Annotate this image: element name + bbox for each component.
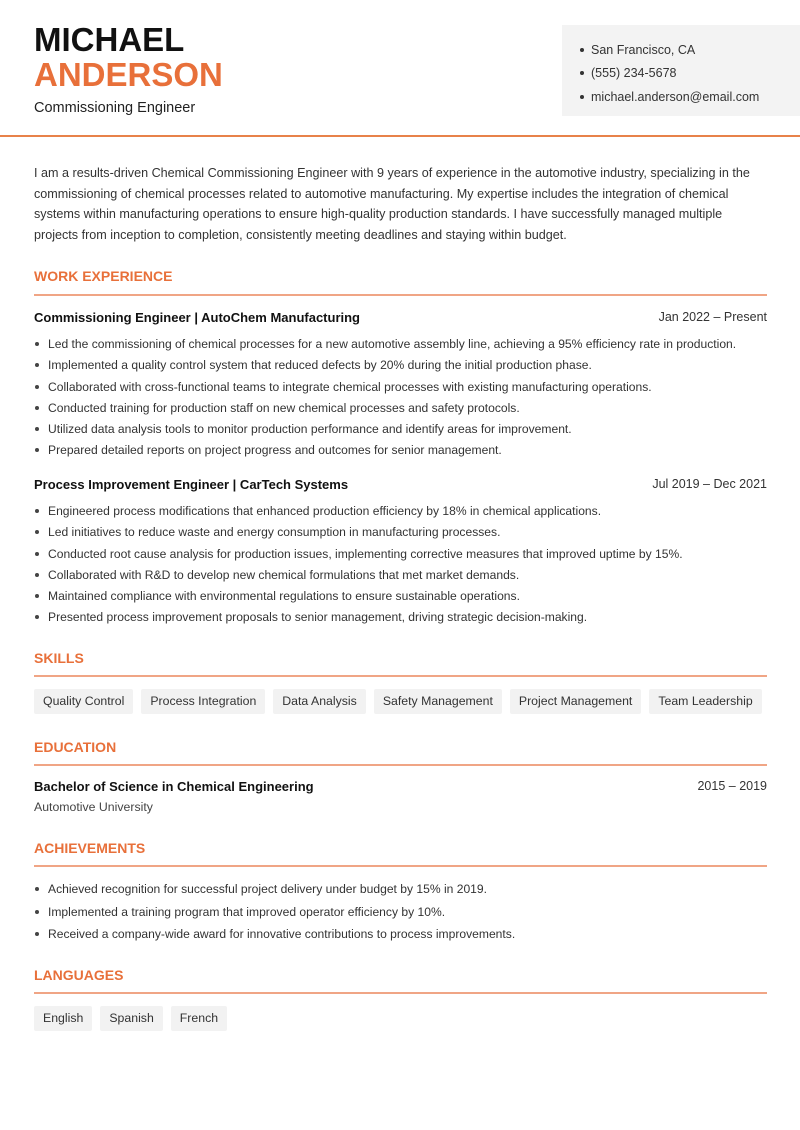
location-text: San Francisco, CA [591, 42, 696, 57]
skill-chip: Safety Management [374, 689, 502, 714]
language-chip: English [34, 1006, 92, 1031]
bullet-text: Prepared detailed reports on project progress and outcomes for senior management. [48, 443, 502, 458]
bullet-icon [35, 509, 39, 513]
achievements-list [34, 881, 774, 949]
list-item [34, 400, 774, 421]
bullet-text: Collaborated with R&D to develop new chemical formulations that met market demands. [48, 567, 520, 582]
bullet-icon [35, 573, 39, 577]
bullet-icon [580, 71, 584, 75]
bullet-icon [35, 427, 39, 431]
bullet-text: Presented process improvement proposals to senior management, driving strategic decision-making. [48, 610, 588, 625]
bullet-text: Implemented a quality control system that reduced defects by 20% during the initial production phase. [48, 358, 592, 373]
contact-location [580, 38, 800, 62]
section-divider [34, 675, 767, 677]
job-role: Commissioning Engineer [34, 100, 196, 116]
section-divider [34, 294, 767, 296]
skill-chip: Project Management [510, 689, 641, 714]
job-bullets [34, 503, 774, 631]
bullet-text: Implemented a training program that improved operator efficiency by 10%. [48, 904, 446, 919]
skill-chip: Process Integration [141, 689, 265, 714]
bullet-icon [35, 342, 39, 346]
list-item [34, 336, 774, 357]
section-title-work: WORK EXPERIENCE [34, 268, 173, 284]
bullet-icon [35, 910, 39, 914]
language-chip: Spanish [100, 1006, 162, 1031]
education-dates: 2015 – 2019 [697, 779, 767, 793]
bullet-icon [35, 615, 39, 619]
bullet-text: Led initiatives to reduce waste and energy consumption in manufacturing processes. [48, 525, 501, 540]
bullet-icon [35, 385, 39, 389]
list-item [34, 503, 774, 524]
bullet-text: Achieved recognition for successful project delivery under budget by 15% in 2019. [48, 882, 487, 896]
section-divider [34, 865, 767, 867]
bullet-text: Conducted training for production staff on new chemical processes and safety protocols. [48, 400, 520, 415]
list-item [34, 926, 774, 949]
bullet-icon [35, 363, 39, 367]
bullet-icon [35, 887, 39, 891]
skill-chip: Data Analysis [273, 689, 366, 714]
phone-text: (555) 234-5678 [591, 66, 677, 81]
skill-chip: Quality Control [34, 689, 133, 714]
skills-list [34, 689, 762, 714]
bullet-icon [35, 594, 39, 598]
job-dates: Jul 2019 – Dec 2021 [652, 477, 767, 491]
list-item [34, 421, 774, 442]
section-title-achievements: ACHIEVEMENTS [34, 840, 146, 856]
list-item [34, 588, 774, 609]
contact-box [562, 25, 800, 116]
bullet-icon [35, 406, 39, 410]
job-dates: Jan 2022 – Present [658, 310, 767, 324]
bullet-icon [35, 932, 39, 936]
section-title-education: EDUCATION [34, 739, 117, 755]
list-item [34, 379, 774, 400]
list-item [34, 904, 774, 927]
list-item [34, 881, 774, 904]
last-name: ANDERSON [34, 56, 223, 93]
skill-chip: Team Leadership [649, 689, 761, 714]
section-divider [34, 764, 767, 766]
first-name: MICHAEL [34, 21, 185, 58]
contact-phone [580, 62, 800, 86]
email-link[interactable]: michael.anderson@email.com [591, 89, 760, 104]
section-title-languages: LANGUAGES [34, 967, 124, 983]
section-divider [34, 992, 767, 994]
list-item [34, 442, 774, 463]
bullet-text: Utilized data analysis tools to monitor production performance and identify areas for improvement. [48, 422, 572, 437]
job-title: Commissioning Engineer | AutoChem Manufacturing [34, 310, 361, 325]
list-item [34, 524, 774, 545]
bullet-icon [580, 48, 584, 52]
list-item [34, 357, 774, 378]
bullet-text: Collaborated with cross-functional teams to integrate chemical processes with existing manufacturing operations. [48, 379, 652, 394]
list-item [34, 567, 774, 588]
bullet-icon [35, 552, 39, 556]
bullet-text: Received a company-wide award for innovative contributions to process improvements. [48, 927, 516, 941]
school-name: Automotive University [34, 800, 153, 814]
bullet-text: Engineered process modifications that enhanced production efficiency by 18% in chemical applications. [48, 504, 602, 518]
bullet-text: Maintained compliance with environmental regulations to ensure sustainable operations. [48, 589, 520, 604]
degree-title: Bachelor of Science in Chemical Engineering [34, 779, 314, 794]
list-item [34, 609, 774, 630]
section-title-skills: SKILLS [34, 650, 84, 666]
bullet-text: Led the commissioning of chemical processes for a new automotive assembly line, achieving a 95% efficiency rate in production. [48, 337, 737, 351]
bullet-icon [580, 95, 584, 99]
bullet-text: Conducted root cause analysis for production issues, implementing corrective measures that improved uptime by 15%. [48, 546, 683, 561]
job-title: Process Improvement Engineer | CarTech Systems [34, 477, 349, 492]
resume-header [0, 0, 800, 137]
bullet-icon [35, 530, 39, 534]
language-chip: French [171, 1006, 227, 1031]
summary: I am a results-driven Chemical Commissioning Engineer with 9 years of experience in the automotive industry, specializing in the commissioning of chemical processes related to automotive manufacturing. My expertise includes the integration of chemical systems within manufacturing operations to ensure high-quality production standards. I have successfully managed multiple projects from inception to completion, consistently meeting deadlines and staying within budget. [34, 166, 750, 243]
languages-list [34, 1006, 227, 1031]
bullet-icon [35, 448, 39, 452]
list-item [34, 546, 774, 567]
job-bullets [34, 336, 774, 464]
contact-email[interactable] [580, 85, 800, 109]
